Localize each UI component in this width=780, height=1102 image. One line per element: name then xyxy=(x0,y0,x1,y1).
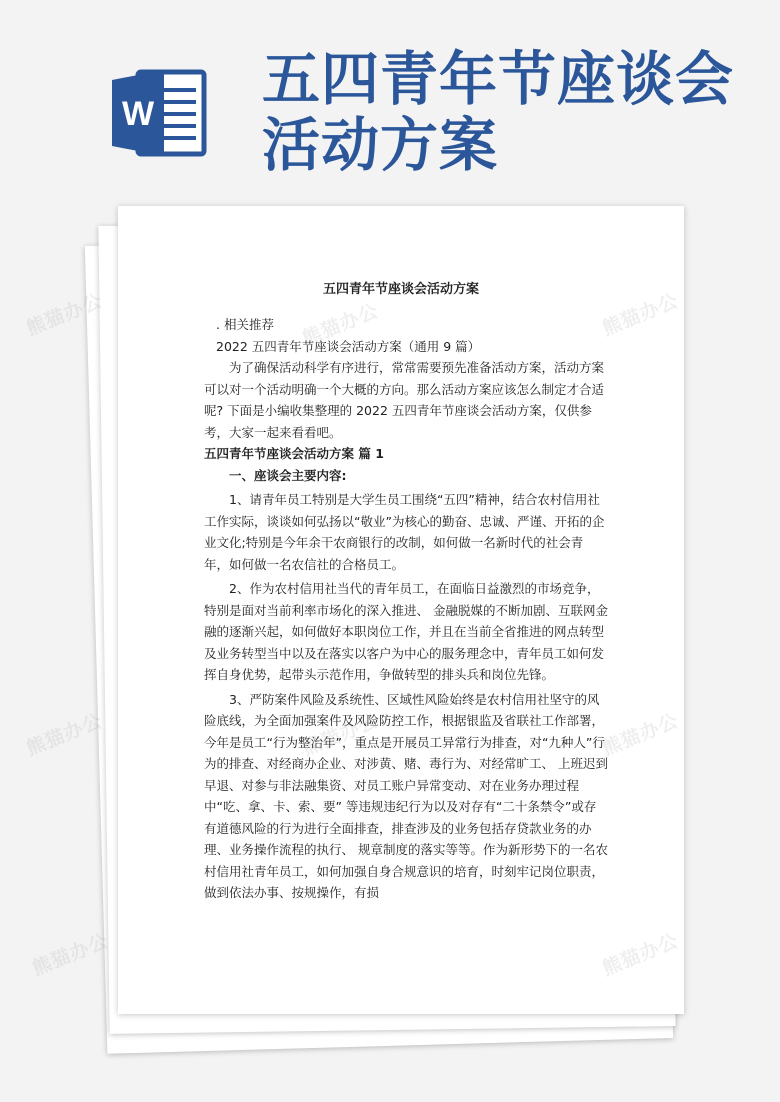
hero-title xyxy=(262,46,762,178)
watermark: 熊猫办公 xyxy=(29,929,112,981)
document-body xyxy=(204,314,608,904)
recommend-item[interactable]: 2022 五四青年节座谈会活动方案（通用 9 篇） xyxy=(216,338,481,354)
hero-title-line-1: 五四青年节座谈会 xyxy=(262,45,735,113)
list-item-3: 3、严防案件风险及系统性、区域性风险始终是农村信用社坚守的风险底线，为全面加强案件及风险防控工作，根据银监及省联社工作部署，今年是员工“行为整治年”，重点是开展员工异常行为排查，对“九种人”行为的排查、对经商办企业、对涉黄、赌、毒行为、对经常旷工、 上班迟到早退、对参与非法融集资、对员工账户异常变动、对在业务办理过程中“吃、拿、卡、索、要” 等违规违纪行为以及对存有“二十条禁令”或存有道德风险的行为进行全面排查，排查涉及的业务包括存贷款业务的办理、业务操作流程的执行、 规章制度的落实等等。作为新形势下的一名农村信用社青年员工，如何加强自身合规意识的培育，时刻牢记岗位职责，做到依法办事、按规操作，有损 xyxy=(204,691,608,900)
hero-title-line-2: 活动方案 xyxy=(262,111,499,179)
list-item-1: 1、请青年员工特别是大学生员工围绕“五四”精神，结合农村信用社工作实际，谈谈如何弘扬以“敬业”为核心的勤奋、忠诚、严谨、开拓的企业文化;特别是今年余干农商银行的改制，如何做一名新时代的社会青年，如何做一名农信社的合格员工。 xyxy=(204,492,605,572)
recommend-label: . 相关推荐 xyxy=(216,317,274,332)
document-page xyxy=(118,206,684,1014)
word-logo-letter: W xyxy=(121,95,155,133)
word-document-icon xyxy=(108,62,210,164)
intro-paragraph: 为了确保活动科学有序进行，常常需要预先准备活动方案，活动方案可以对一个活动明确一个大概的方向。那么活动方案应该怎么制定才合适呢? 下面是小编收集整理的 2022 五四青年节座谈会活动方案，仅供参考，大家一起来看看吧。 xyxy=(204,360,605,440)
subsection-heading: 一、座谈会主要内容: xyxy=(229,467,347,483)
watermark: 熊猫办公 xyxy=(23,709,106,761)
watermark: 熊猫办公 xyxy=(23,289,106,341)
document-title: 五四青年节座谈会活动方案 xyxy=(322,282,479,297)
section-heading: 五四青年节座谈会活动方案 篇 1 xyxy=(204,446,384,461)
list-item-2: 2、作为农村信用社当代的青年员工，在面临日益激烈的市场竞争，特别是面对当前利率市场化的深入推进、 金融脱媒的不断加剧、互联网金融的逐渐兴起，如何做好本职岗位工作，并且在当前全省推进的网点转型及业务转型当中以及在落实以客户为中心的服务理念中，青年员工如何发挥自身优势，起带头示范作用，争做转型的排头兵和岗位先锋。 xyxy=(204,581,608,682)
